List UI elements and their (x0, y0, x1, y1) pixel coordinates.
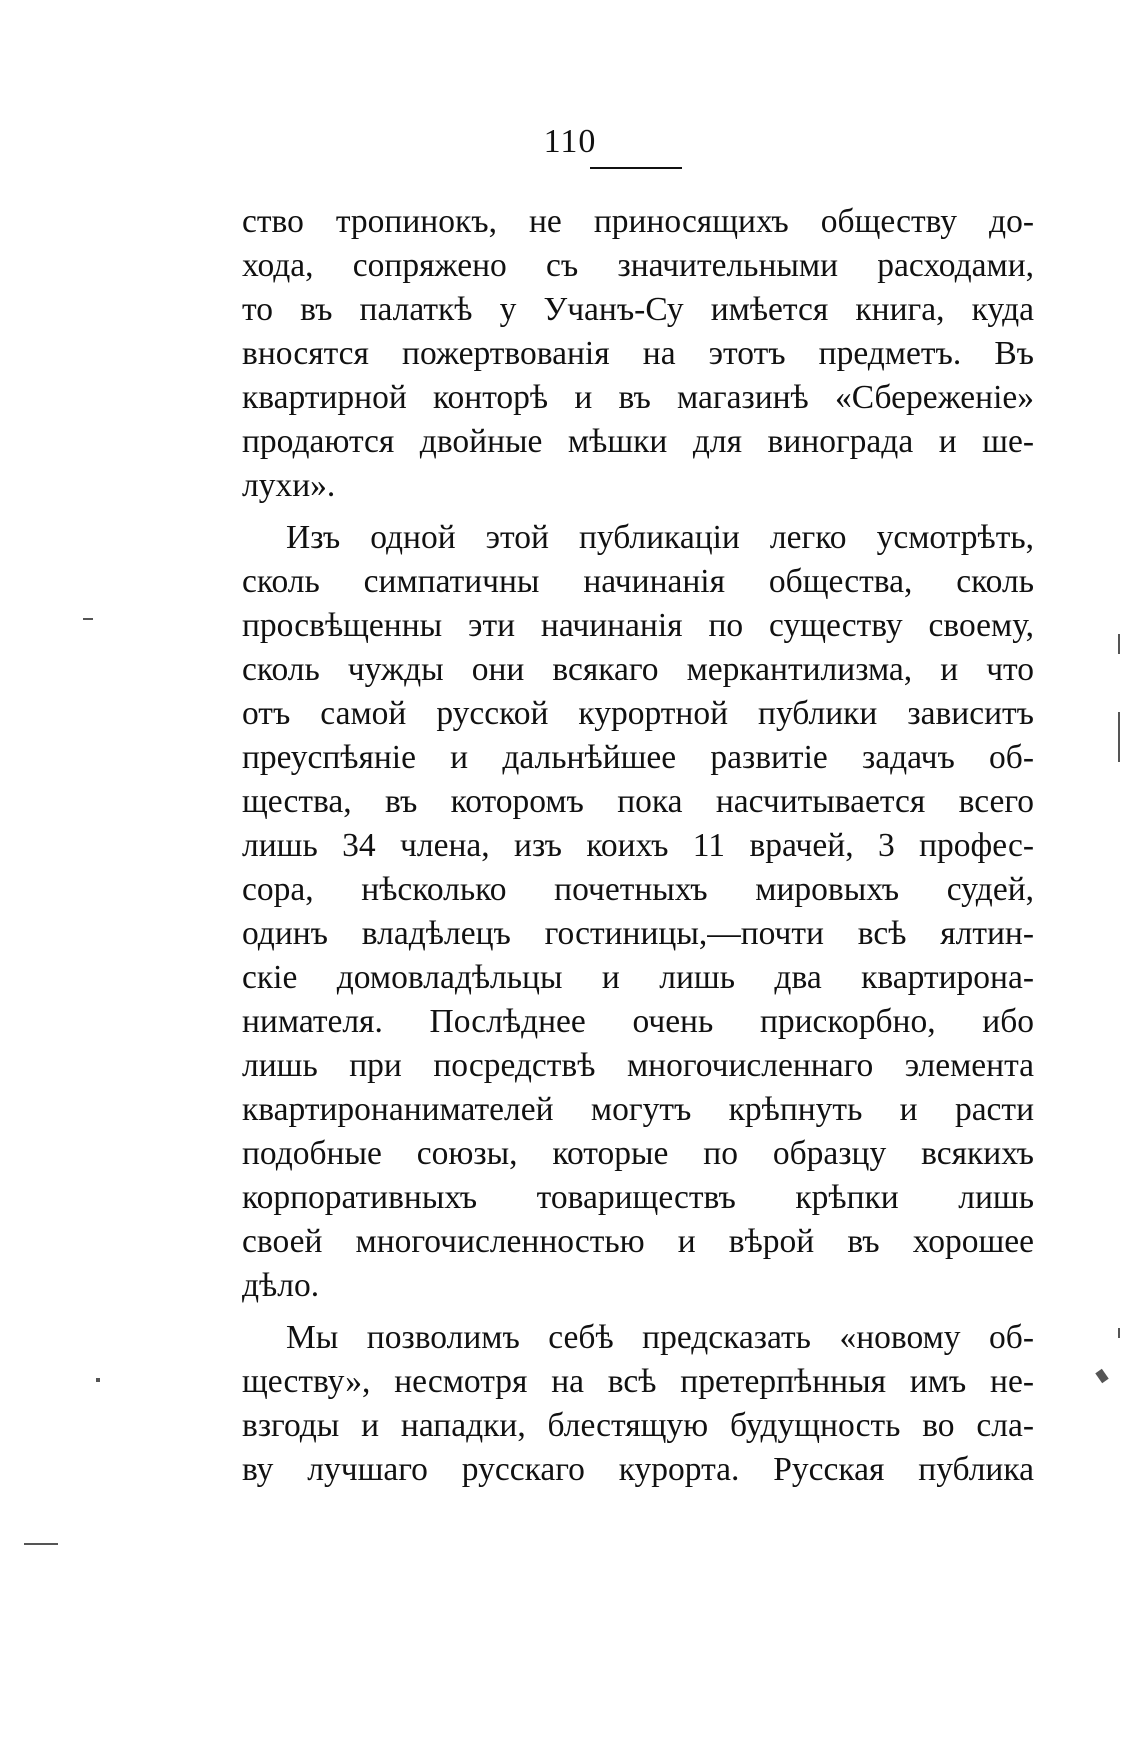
text-line: щества, въ которомъ пока насчитывается всего (242, 783, 1034, 820)
text-line: своей многочисленностью и вѣрой въ хорошее (242, 1223, 1034, 1260)
text-line: подобные союзы, которые по образцу всякихъ (242, 1135, 1034, 1172)
text-line: вносятся пожертвованія на этотъ предметъ. Въ (242, 335, 1034, 372)
scan-speck (1118, 1328, 1120, 1338)
scan-speck (1095, 1369, 1108, 1383)
scan-speck (24, 1543, 58, 1545)
text-line: дѣло. (242, 1267, 320, 1304)
text-line: сора, нѣсколько почетныхъ мировыхъ судей, (242, 871, 1034, 908)
text-line: корпоративныхъ товариществъ крѣпки лишь (242, 1179, 1034, 1216)
scan-speck (1118, 634, 1120, 654)
text-line: лишь при посредствѣ многочисленнаго элемента (242, 1047, 1034, 1084)
page-number: 110 (543, 123, 597, 160)
text-line: квартирной конторѣ и въ магазинѣ «Сбереженіе» (242, 379, 1034, 416)
text-line: просвѣщенны эти начинанія по существу своему, (242, 607, 1034, 644)
scan-speck (83, 618, 93, 620)
text-line: то въ палаткѣ у Учанъ-Су имѣется книга, куда (242, 291, 1034, 328)
text-line: лухи». (242, 467, 336, 504)
text-line: хода, сопряжено съ значительными расходами, (242, 247, 1034, 284)
text-line: сколь симпатичны начинанія общества, сколь (242, 563, 1034, 600)
text-line: скіе домовладѣльцы и лишь два квартирона- (242, 959, 1034, 996)
text-line: квартиронанимателей могутъ крѣпнуть и расти (242, 1091, 1034, 1128)
scan-speck (96, 1378, 100, 1382)
text-line: сколь чужды они всякаго меркантилизма, и что (242, 651, 1034, 688)
scan-speck (1118, 712, 1120, 762)
text-line: Изъ одной этой публикаціи легко усмотрѣть, (286, 519, 1034, 556)
text-line: ву лучшаго русскаго курорта. Русская публика (242, 1451, 1034, 1488)
text-line: лишь 34 члена, изъ коихъ 11 врачей, 3 профес- (242, 827, 1034, 864)
text-line: ществу», несмотря на всѣ претерпѣнныя имъ не- (242, 1363, 1034, 1400)
text-line: взгоды и нападки, блестящую будущность во сла- (242, 1407, 1034, 1444)
text-line: отъ самой русской курортной публики зависитъ (242, 695, 1034, 732)
text-line: Мы позволимъ себѣ предсказать «новому об- (286, 1319, 1034, 1356)
text-line: одинъ владѣлецъ гостиницы,—почти всѣ ялтин- (242, 915, 1034, 952)
text-line: ство тропинокъ, не приносящихъ обществу до- (242, 203, 1034, 240)
page-number-underline (590, 167, 682, 169)
text-line: нимателя. Послѣднее очень прискорбно, ибо (242, 1003, 1034, 1040)
text-line: продаются двойные мѣшки для винограда и ше- (242, 423, 1034, 460)
text-line: преуспѣяніе и дальнѣйшее развитіе задачъ об- (242, 739, 1034, 776)
